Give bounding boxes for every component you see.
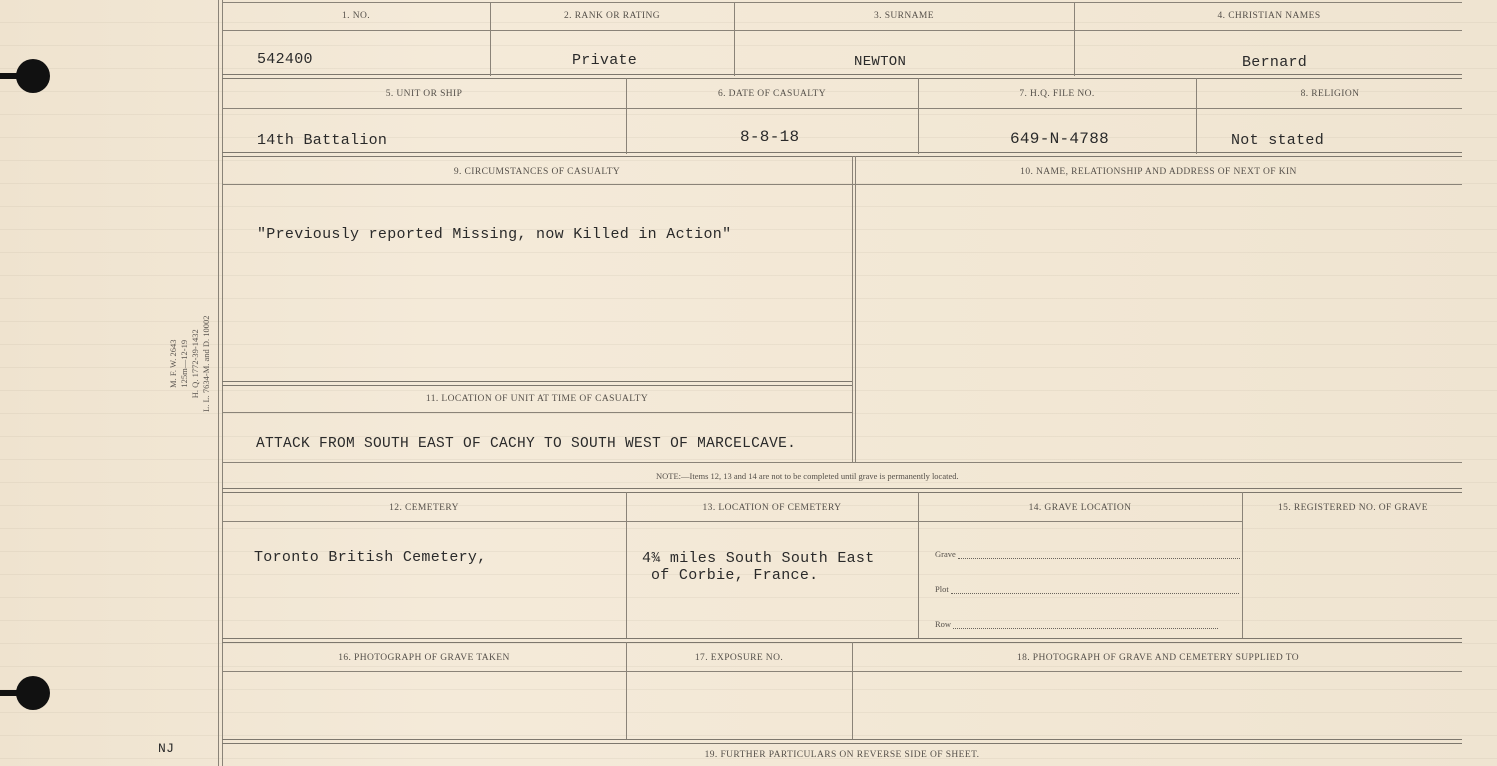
header-further-particulars: 19. FURTHER PARTICULARS ON REVERSE SIDE OF SHEET. [704, 750, 980, 760]
header-no: 1. NO. [342, 11, 370, 21]
date-value: 8-8-18 [740, 128, 800, 146]
rank-value: Private [572, 52, 638, 69]
location-cemetery-line2: of Corbie, France. [651, 567, 819, 584]
row-label: Row [935, 619, 952, 629]
row-dotted-line [953, 628, 1218, 629]
clerk-initials: NJ [158, 741, 175, 756]
form-code-line: L. L. 7634-M. and D. 10002 [201, 315, 211, 412]
surname-value: NEWTON [854, 54, 907, 70]
hq-file-value: 649-N-4788 [1010, 130, 1110, 148]
location-unit-value: ATTACK FROM SOUTH EAST OF CACHY TO SOUTH WEST OF MARCELCAVE. [256, 436, 797, 452]
form-code-line: 125m—12-19 [179, 339, 189, 388]
header-exposure: 17. EXPOSURE NO. [694, 653, 784, 663]
header-registered-no: 15. REGISTERED NO. OF GRAVE [1278, 503, 1428, 513]
grave-label: Grave [935, 549, 956, 559]
header-religion: 8. RELIGION [1300, 89, 1360, 99]
row-field [935, 619, 1218, 629]
header-hq-file: 7. H.Q. FILE NO. [1019, 89, 1095, 99]
header-unit: 5. UNIT OR SHIP [385, 89, 463, 99]
header-surname: 3. SURNAME [874, 11, 934, 21]
header-cemetery: 12. CEMETERY [389, 503, 459, 513]
punch-hole-tab-bottom [0, 690, 22, 696]
header-grave-location: 14. GRAVE LOCATION [1028, 503, 1132, 513]
grave-dotted-line [958, 558, 1240, 559]
form-code [168, 315, 212, 412]
header-location-cemetery: 13. LOCATION OF CEMETERY [702, 503, 842, 513]
plot-dotted-line [951, 593, 1239, 594]
circumstances-value: "Previously reported Missing, now Killed in Action" [257, 226, 732, 243]
form-code-line: H. Q. 1772-39-1432 [190, 329, 200, 399]
unit-value: 14th Battalion [257, 132, 388, 149]
header-location-unit: 11. LOCATION OF UNIT AT TIME OF CASUALTY [425, 394, 649, 404]
service-number: 542400 [257, 51, 313, 68]
header-date: 6. DATE OF CASUALTY [717, 89, 827, 99]
header-photo-supplied: 18. PHOTOGRAPH OF GRAVE AND CEMETERY SUPPLIED TO [1016, 653, 1300, 663]
header-rank: 2. RANK OR RATING [564, 11, 660, 21]
plot-field [935, 584, 1239, 594]
cemetery-value: Toronto British Cemetery, [254, 549, 487, 566]
header-photo-taken: 16. PHOTOGRAPH OF GRAVE TAKEN [338, 653, 510, 663]
header-christian-names: 4. CHRISTIAN NAMES [1217, 11, 1321, 21]
christian-names-value: Bernard [1242, 54, 1308, 71]
religion-value: Not stated [1231, 132, 1325, 149]
plot-label: Plot [935, 584, 949, 594]
location-cemetery-line1: 4¾ miles South South East [642, 550, 875, 567]
completion-note: NOTE:—Items 12, 13 and 14 are not to be completed until grave is permanently located. [656, 471, 959, 481]
header-circumstances: 9. CIRCUMSTANCES OF CASUALTY [453, 167, 621, 177]
form-code-line: M. F. W. 2643 [168, 339, 178, 388]
grave-field [935, 549, 1240, 559]
punch-hole-tab-top [0, 73, 22, 79]
header-next-of-kin: 10. NAME, RELATIONSHIP AND ADDRESS OF NEXT OF KIN [1020, 167, 1297, 177]
